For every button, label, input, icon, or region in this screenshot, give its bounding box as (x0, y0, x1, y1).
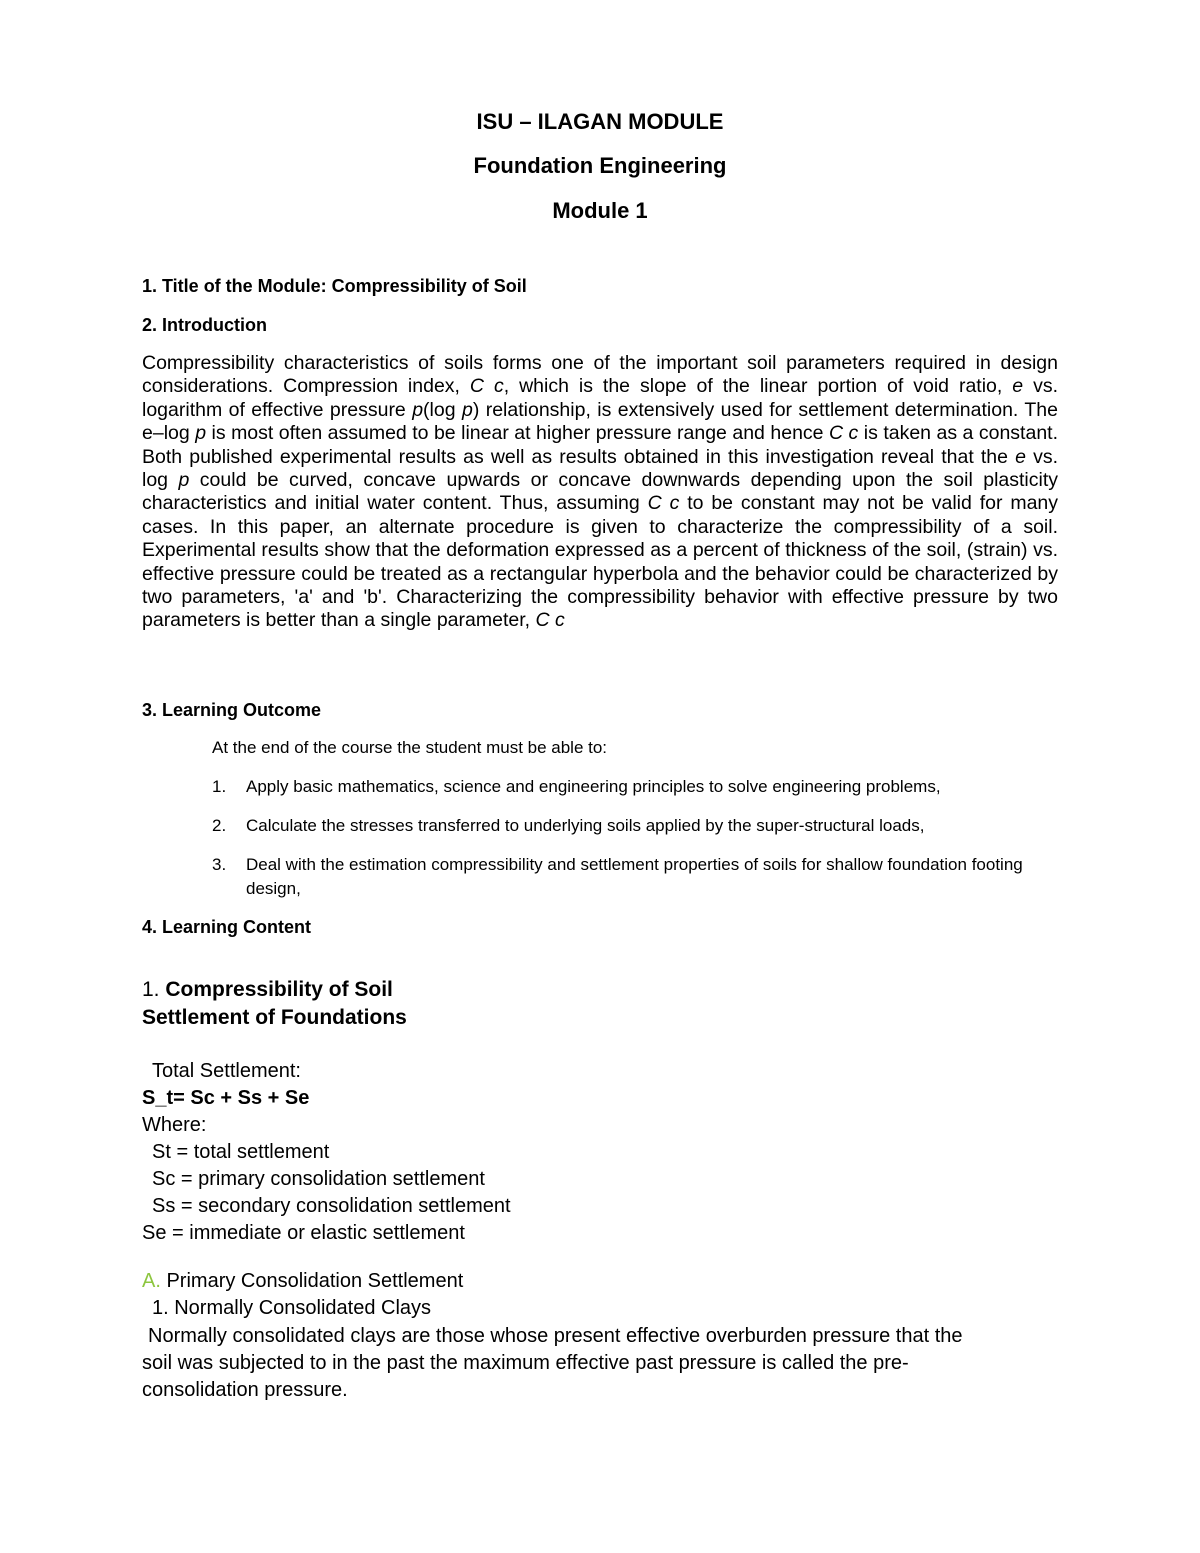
definition-ss: Ss = secondary consolidation settlement (152, 1195, 511, 1217)
outcome-text: Apply basic mathematics, science and engineering principles to solve engineering problems, (246, 777, 941, 796)
outcome-number: 1. (212, 777, 227, 796)
where-label: Where: (142, 1114, 207, 1136)
learning-outcome-lead: At the end of the course the student must be able to: (212, 738, 608, 757)
institution-title: ISU – ILAGAN MODULE (476, 109, 724, 134)
italic-term: p (178, 469, 190, 492)
topic-title: Compressibility of Soil (165, 978, 393, 1001)
intro-text-run: Compressibility characteristics of soils forms one of the important soil parameters required in design considerations. Compression index, (142, 352, 1058, 398)
italic-term: p (195, 422, 207, 445)
topic-heading (142, 978, 393, 1002)
italic-term: p (412, 398, 424, 421)
learning-outcome-heading: 3. Learning Outcome (142, 700, 322, 720)
intro-text-run: is most often assumed to be linear at higher pressure range and hence (206, 422, 829, 445)
introduction-paragraph (142, 352, 1058, 633)
part-title: Primary Consolidation Settlement (160, 1270, 464, 1292)
introduction-heading: 2. Introduction (142, 315, 267, 335)
intro-text-run: vs. log (142, 445, 1059, 492)
total-settlement-label: Total Settlement: (152, 1060, 301, 1082)
course-title: Foundation Engineering (473, 153, 727, 178)
italic-term: C c (535, 609, 565, 632)
part-letter: A. (142, 1270, 161, 1292)
module-number: Module 1 (552, 198, 648, 223)
intro-text-run: to be constant may not be valid for many cases. In this paper, an alternate procedure is given to characterize the compressibility of a soil. Experimental results show that the deformation expressed as a percent of thickness of the soil, (strain) vs. effective pressure could be treated as a rectangular hyperbola and the behavior could be characterized by two parameters, 'a' and 'b'. Characterizing the compressibility behavior with effective pressure by two parameters is better than a single parameter, (142, 492, 1059, 632)
intro-text-run: (log (423, 398, 462, 421)
sub-item-line-2: soil was subjected to in the past the maximum effective past pressure is called the pre- (142, 1352, 909, 1374)
outcome-item-1 (212, 775, 1072, 799)
intro-text-run: ) relationship, is extensively used for settlement determination. The e–log (142, 398, 1058, 445)
outcome-number: 2. (212, 816, 227, 835)
sub-item-heading: 1. Normally Consolidated Clays (152, 1297, 432, 1319)
topic-number: 1. (142, 978, 166, 1001)
italic-term: C c (647, 492, 680, 515)
italic-term: e (1015, 445, 1026, 468)
intro-text-run: vs. logarithm of effective pressure (142, 375, 1059, 421)
outcome-number: 3. (212, 855, 227, 874)
outcome-text: Calculate the stresses transferred to underlying soils applied by the super-structural loads, (246, 816, 925, 835)
outcome-text: Deal with the estimation compressibility and settlement properties of soils for shallow foundation footing design, (246, 855, 1023, 898)
definition-se: Se = immediate or elastic settlement (142, 1222, 465, 1244)
italic-term: e (1012, 375, 1024, 398)
settlement-formula: S_t= Sc + Ss + Se (142, 1087, 310, 1109)
definition-sc: Sc = primary consolidation settlement (152, 1168, 485, 1190)
definition-st: St = total settlement (152, 1141, 330, 1163)
intro-text-run: could be curved, concave upwards or concave downwards depending upon the soil plasticity characteristics and initial water content. Thus, assuming (142, 469, 1058, 515)
italic-term: p (461, 398, 473, 421)
learning-content-heading: 4. Learning Content (142, 917, 312, 937)
topic-subtitle: Settlement of Foundations (142, 1006, 407, 1029)
italic-term: C c (469, 375, 504, 398)
sub-item-line-1: Normally consolidated clays are those whose present effective overburden pressure that the (148, 1325, 963, 1347)
italic-term: C c (828, 422, 859, 445)
outcome-item-2 (212, 814, 1072, 838)
outcome-item-3 (212, 853, 1072, 901)
intro-text-run: , which is the slope of the linear portion of void ratio, (503, 375, 1013, 398)
module-title-heading: 1. Title of the Module: Compressibility of Soil (142, 276, 527, 296)
part-a-heading (142, 1270, 463, 1293)
intro-text-run: is taken as a constant. Both published experimental results as well as results obtained in this investigation reveal that the (142, 422, 1059, 468)
sub-item-line-3: consolidation pressure. (142, 1379, 348, 1401)
